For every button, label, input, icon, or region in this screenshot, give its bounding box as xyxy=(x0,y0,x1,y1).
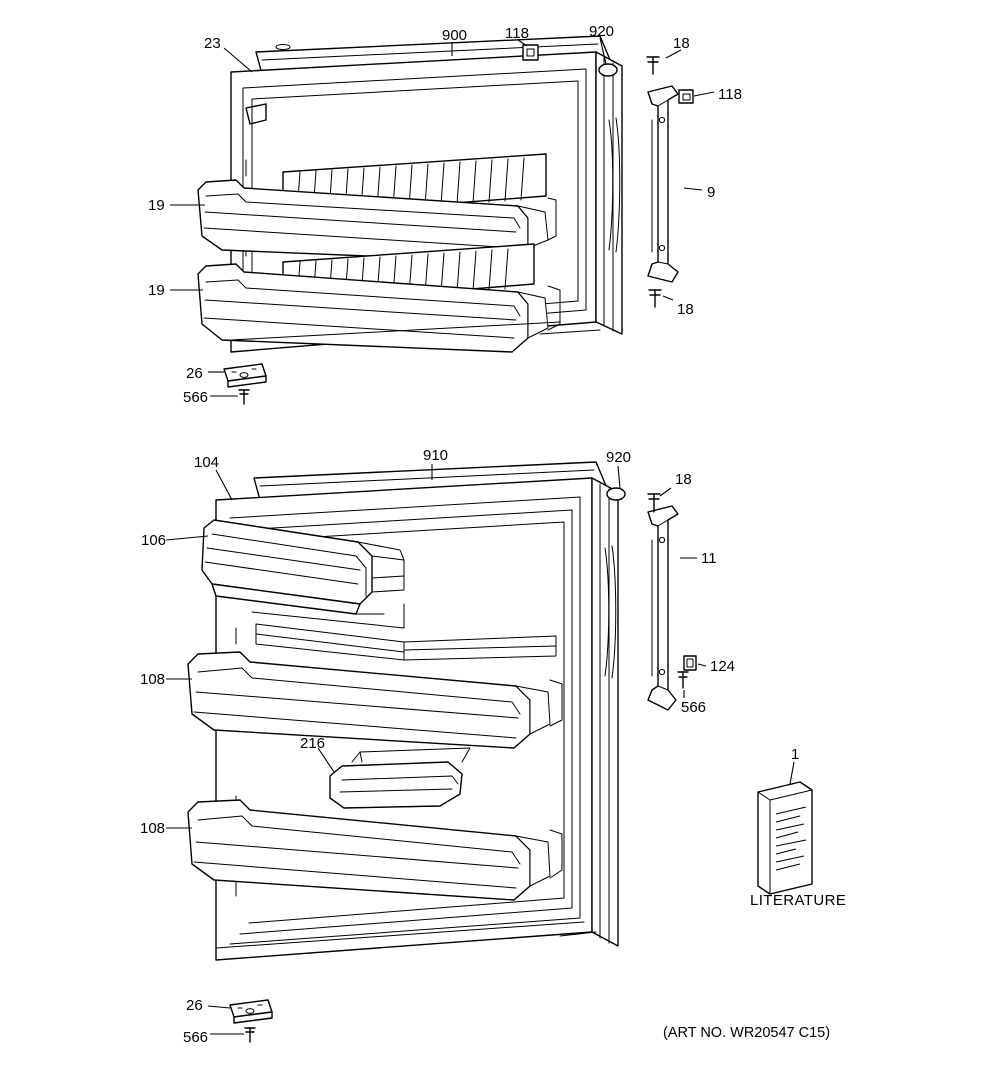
cap-920-lower xyxy=(607,488,625,500)
screw-18-upper-top xyxy=(647,57,659,74)
callout-104-lower-door-liner: 104 xyxy=(194,454,220,471)
screw-566-handle-lower xyxy=(678,672,688,688)
callout-11-lower-door-handle: 11 xyxy=(701,550,717,567)
callout-920-cap-upper: 920 xyxy=(589,23,615,40)
callout-19-upper-door-shelf-bottom: 19 xyxy=(148,282,165,299)
screw-566-lower xyxy=(245,1028,255,1042)
plug-118-handle xyxy=(679,90,693,103)
hinge-26-lower xyxy=(230,1000,272,1023)
callout-566-screw-upper: 566 xyxy=(183,389,209,406)
callout-18-screw-upper-top: 18 xyxy=(673,35,690,52)
callout-900-upper-door-assembly: 900 xyxy=(442,27,468,44)
screw-18-upper-bottom xyxy=(649,290,661,307)
callout-910-lower-door-assembly: 910 xyxy=(423,447,449,464)
upper-door-handle xyxy=(648,86,678,282)
cap-920-upper xyxy=(599,64,617,76)
callout-920-cap-lower: 920 xyxy=(606,449,632,466)
callout-108-door-shelf-lower: 108 xyxy=(140,820,166,837)
callout-118-plug-upper: 118 xyxy=(505,25,529,42)
art-number: (ART NO. WR20547 C15) xyxy=(663,1025,831,1041)
callout-106-dairy-compartment: 106 xyxy=(141,532,167,549)
callout-9-upper-door-handle: 9 xyxy=(707,184,716,201)
screw-566-upper xyxy=(239,390,249,404)
clip-124 xyxy=(684,656,696,670)
callout-23-upper-door-liner: 23 xyxy=(204,35,221,52)
callout-1-literature: 1 xyxy=(791,746,800,763)
lower-door-assembly xyxy=(188,462,618,960)
callout-26-hinge-upper: 26 xyxy=(186,365,203,382)
callout-26-hinge-lower: 26 xyxy=(186,997,203,1014)
callout-566-screw-lower: 566 xyxy=(183,1029,209,1046)
callout-108-door-shelf-upper: 108 xyxy=(140,671,166,688)
literature-booklet xyxy=(758,782,812,894)
hinge-26-upper xyxy=(224,364,266,387)
plug-118-upper xyxy=(523,45,538,60)
callout-566-screw-handle-lower: 566 xyxy=(681,699,707,716)
callout-118-plug-handle-upper: 118 xyxy=(718,86,742,103)
literature-caption: LITERATURE xyxy=(750,892,847,909)
callout-124-clip: 124 xyxy=(710,658,736,675)
callout-18-screw-upper-bottom: 18 xyxy=(677,301,694,318)
callout-19-upper-door-shelf-top: 19 xyxy=(148,197,165,214)
callout-216-egg-bin: 216 xyxy=(300,735,326,752)
lower-door-handle xyxy=(648,506,678,710)
callout-18-screw-lower: 18 xyxy=(675,471,692,488)
upper-door-assembly xyxy=(198,36,622,352)
